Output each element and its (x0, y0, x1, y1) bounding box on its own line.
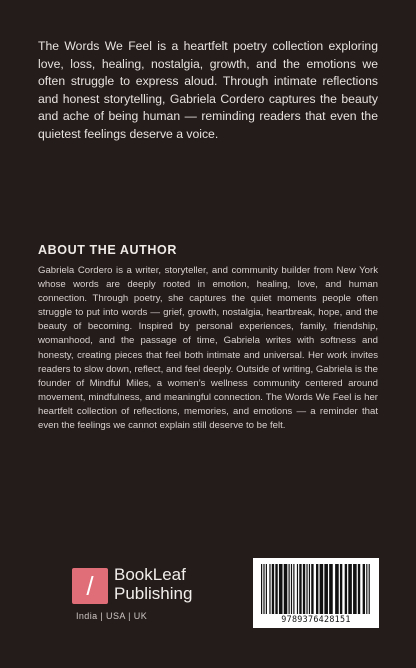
isbn-number: 9789376428151 (281, 614, 351, 624)
barcode-bar (293, 564, 294, 614)
barcode-bar (291, 564, 292, 614)
barcode-bar (272, 564, 274, 614)
barcode-bar (369, 564, 370, 614)
barcode-bar (297, 564, 298, 614)
barcode-bar (266, 564, 267, 614)
about-author-heading: ABOUT THE AUTHOR (38, 243, 177, 257)
publisher-mark-icon (72, 568, 108, 604)
barcode-bar (329, 564, 333, 614)
barcode-bar (353, 564, 357, 614)
barcode-bar (348, 564, 352, 614)
barcode-bar (366, 564, 367, 614)
barcode-bar (358, 564, 360, 614)
barcode-bar (299, 564, 301, 614)
barcode-bar (309, 564, 310, 614)
barcode-bar (263, 564, 264, 614)
publisher-logo (72, 566, 192, 626)
barcode-bar (363, 564, 365, 614)
barcode-bar (345, 564, 347, 614)
barcode-bar (324, 564, 328, 614)
barcode-bar (289, 564, 290, 614)
barcode-bar (306, 564, 307, 614)
publisher-regions: India | USA | UK (76, 611, 148, 621)
barcode-bar (335, 564, 339, 614)
barcode-bar (275, 564, 277, 614)
publisher-slash: / (86, 571, 94, 601)
barcode-bar (320, 564, 324, 614)
publisher-name-line2: Publishing (114, 584, 193, 603)
barcode-bar (279, 564, 283, 614)
barcode-bar (269, 564, 270, 614)
barcode-bars-icon (259, 564, 373, 614)
isbn-barcode (253, 558, 379, 628)
barcode-bar (316, 564, 318, 614)
barcode-bar (303, 564, 305, 614)
barcode-bar (340, 564, 342, 614)
book-blurb: The Words We Feel is a heartfelt poetry collection exploring love, loss, healing, nostalgia, growth, and the emotions we often struggle to express aloud. Through intimate reflections and honest storytelling, Gabriela Cordero captures the beauty and ache of being human — reminding readers that even the quietest feelings deserve a voice. (38, 39, 378, 141)
barcode-bar (284, 564, 288, 614)
publisher-name-line1: BookLeaf (114, 565, 186, 584)
barcode-bar (311, 564, 313, 614)
barcode-bar (261, 564, 262, 614)
author-bio: Gabriela Cordero is a writer, storyteller, and community builder from New York whose words are deeply rooted in emotion, healing, love, and human connection. Through poetry, she captures the quiet moments people often struggle to put into words — grief, growth, nostalgia, heartbreak, hope, and the beauty of becoming. Inspired by personal experiences, family, friendship, womanhood, and the passage of time, Gabriela writes with softness and honesty, creating pieces that feel both intimate and universal. Her work invites readers to slow down, reflect, and feel deeply. Outside of writing, Gabriela is the founder of Mindful Miles, a women’s wellness community centered around movement, mindfulness, and meaningful connection. The Words We Feel is her heartfelt collection of reflections, memories, and emotions — a reminder that even the feelings we cannot explain still deserve to be felt. (38, 265, 378, 432)
